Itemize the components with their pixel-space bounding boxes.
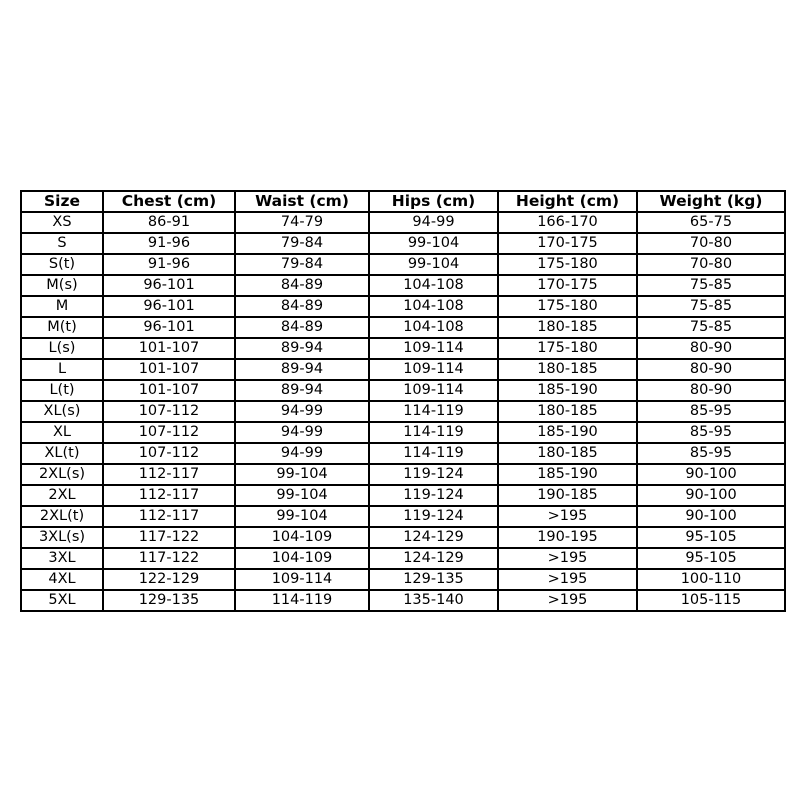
table-row: [21, 422, 785, 443]
table-cell: 166-170: [498, 212, 637, 233]
table-row: [21, 569, 785, 590]
table-cell: 129-135: [103, 590, 235, 611]
table-cell: 99-104: [235, 464, 369, 485]
table-cell: 112-117: [103, 485, 235, 506]
table-cell: 114-119: [235, 590, 369, 611]
table-cell: 117-122: [103, 527, 235, 548]
table-cell: >195: [498, 548, 637, 569]
size-cell: L: [21, 359, 103, 380]
column-header: Hips (cm): [369, 191, 498, 212]
table-cell: 180-185: [498, 401, 637, 422]
column-header: Chest (cm): [103, 191, 235, 212]
table-cell: 79-84: [235, 254, 369, 275]
table-cell: 119-124: [369, 506, 498, 527]
table-cell: 109-114: [369, 380, 498, 401]
table-cell: 80-90: [637, 380, 785, 401]
table-row: [21, 401, 785, 422]
table-cell: 101-107: [103, 338, 235, 359]
size-cell: S: [21, 233, 103, 254]
table-cell: 80-90: [637, 338, 785, 359]
table-cell: 104-109: [235, 527, 369, 548]
table-cell: 84-89: [235, 275, 369, 296]
table-cell: 91-96: [103, 233, 235, 254]
table-cell: 190-195: [498, 527, 637, 548]
table-cell: 96-101: [103, 275, 235, 296]
table-cell: 175-180: [498, 338, 637, 359]
table-cell: 114-119: [369, 443, 498, 464]
table-cell: 135-140: [369, 590, 498, 611]
table-cell: 75-85: [637, 317, 785, 338]
table-row: [21, 527, 785, 548]
table-cell: 104-109: [235, 548, 369, 569]
table-cell: 170-175: [498, 275, 637, 296]
table-cell: 99-104: [369, 233, 498, 254]
size-cell: M(t): [21, 317, 103, 338]
table-cell: 112-117: [103, 464, 235, 485]
table-cell: 91-96: [103, 254, 235, 275]
table-cell: 114-119: [369, 422, 498, 443]
size-cell: 2XL(s): [21, 464, 103, 485]
table-cell: 107-112: [103, 422, 235, 443]
table-cell: >195: [498, 569, 637, 590]
table-row: [21, 296, 785, 317]
table-cell: 101-107: [103, 380, 235, 401]
table-cell: 70-80: [637, 233, 785, 254]
table-row: [21, 380, 785, 401]
table-cell: 89-94: [235, 338, 369, 359]
column-header: Weight (kg): [637, 191, 785, 212]
table-cell: 180-185: [498, 317, 637, 338]
table-cell: 90-100: [637, 485, 785, 506]
column-header: Size: [21, 191, 103, 212]
table-cell: 84-89: [235, 317, 369, 338]
table-cell: 104-108: [369, 317, 498, 338]
table-cell: 90-100: [637, 506, 785, 527]
table-cell: 99-104: [235, 506, 369, 527]
size-cell: M(s): [21, 275, 103, 296]
table-cell: 175-180: [498, 254, 637, 275]
table-cell: 90-100: [637, 464, 785, 485]
table-cell: 107-112: [103, 401, 235, 422]
table-row: [21, 359, 785, 380]
table-cell: 99-104: [235, 485, 369, 506]
table-cell: 84-89: [235, 296, 369, 317]
header-row: [21, 191, 785, 212]
table-cell: 75-85: [637, 275, 785, 296]
table-cell: 89-94: [235, 380, 369, 401]
table-cell: 74-79: [235, 212, 369, 233]
table-row: [21, 233, 785, 254]
table-row: [21, 275, 785, 296]
table-cell: 185-190: [498, 380, 637, 401]
table-cell: 96-101: [103, 296, 235, 317]
table-cell: 86-91: [103, 212, 235, 233]
table-cell: 124-129: [369, 527, 498, 548]
table-cell: 89-94: [235, 359, 369, 380]
column-header: Waist (cm): [235, 191, 369, 212]
table-cell: 180-185: [498, 443, 637, 464]
table-cell: 129-135: [369, 569, 498, 590]
table-cell: 85-95: [637, 422, 785, 443]
table-cell: 65-75: [637, 212, 785, 233]
size-cell: 4XL: [21, 569, 103, 590]
size-cell: S(t): [21, 254, 103, 275]
table-cell: 185-190: [498, 464, 637, 485]
table-cell: 109-114: [235, 569, 369, 590]
table-cell: 85-95: [637, 401, 785, 422]
size-cell: XL: [21, 422, 103, 443]
table-row: [21, 506, 785, 527]
size-cell: 3XL: [21, 548, 103, 569]
table-cell: 95-105: [637, 548, 785, 569]
table-row: [21, 548, 785, 569]
table-cell: 107-112: [103, 443, 235, 464]
table-cell: 101-107: [103, 359, 235, 380]
table-row: [21, 443, 785, 464]
table-body: [21, 212, 785, 611]
table-row: [21, 485, 785, 506]
table-cell: 100-110: [637, 569, 785, 590]
table-row: [21, 212, 785, 233]
size-cell: XL(t): [21, 443, 103, 464]
table-cell: 79-84: [235, 233, 369, 254]
table-cell: 175-180: [498, 296, 637, 317]
table-cell: 99-104: [369, 254, 498, 275]
size-cell: XS: [21, 212, 103, 233]
table-cell: 94-99: [369, 212, 498, 233]
table-cell: 96-101: [103, 317, 235, 338]
table-row: [21, 338, 785, 359]
table-row: [21, 464, 785, 485]
table-cell: 94-99: [235, 422, 369, 443]
table-row: [21, 317, 785, 338]
table-cell: 117-122: [103, 548, 235, 569]
table-cell: 180-185: [498, 359, 637, 380]
table-cell: 119-124: [369, 485, 498, 506]
table-cell: 95-105: [637, 527, 785, 548]
size-cell: 2XL: [21, 485, 103, 506]
size-chart-table: [20, 190, 786, 612]
table-cell: 114-119: [369, 401, 498, 422]
table-cell: 112-117: [103, 506, 235, 527]
size-cell: 2XL(t): [21, 506, 103, 527]
table-cell: >195: [498, 590, 637, 611]
table-cell: 124-129: [369, 548, 498, 569]
table-cell: 122-129: [103, 569, 235, 590]
table-cell: >195: [498, 506, 637, 527]
table-cell: 170-175: [498, 233, 637, 254]
table-cell: 94-99: [235, 443, 369, 464]
table-cell: 119-124: [369, 464, 498, 485]
table-row: [21, 254, 785, 275]
table-cell: 75-85: [637, 296, 785, 317]
table-cell: 94-99: [235, 401, 369, 422]
table-cell: 185-190: [498, 422, 637, 443]
size-cell: L(t): [21, 380, 103, 401]
size-cell: XL(s): [21, 401, 103, 422]
size-cell: 5XL: [21, 590, 103, 611]
table-cell: 109-114: [369, 338, 498, 359]
table-cell: 109-114: [369, 359, 498, 380]
size-cell: 3XL(s): [21, 527, 103, 548]
table-cell: 85-95: [637, 443, 785, 464]
column-header: Height (cm): [498, 191, 637, 212]
table-cell: 80-90: [637, 359, 785, 380]
table-cell: 70-80: [637, 254, 785, 275]
table-row: [21, 590, 785, 611]
size-cell: L(s): [21, 338, 103, 359]
table-cell: 104-108: [369, 275, 498, 296]
table-cell: 190-185: [498, 485, 637, 506]
table-cell: 104-108: [369, 296, 498, 317]
size-cell: M: [21, 296, 103, 317]
table-cell: 105-115: [637, 590, 785, 611]
